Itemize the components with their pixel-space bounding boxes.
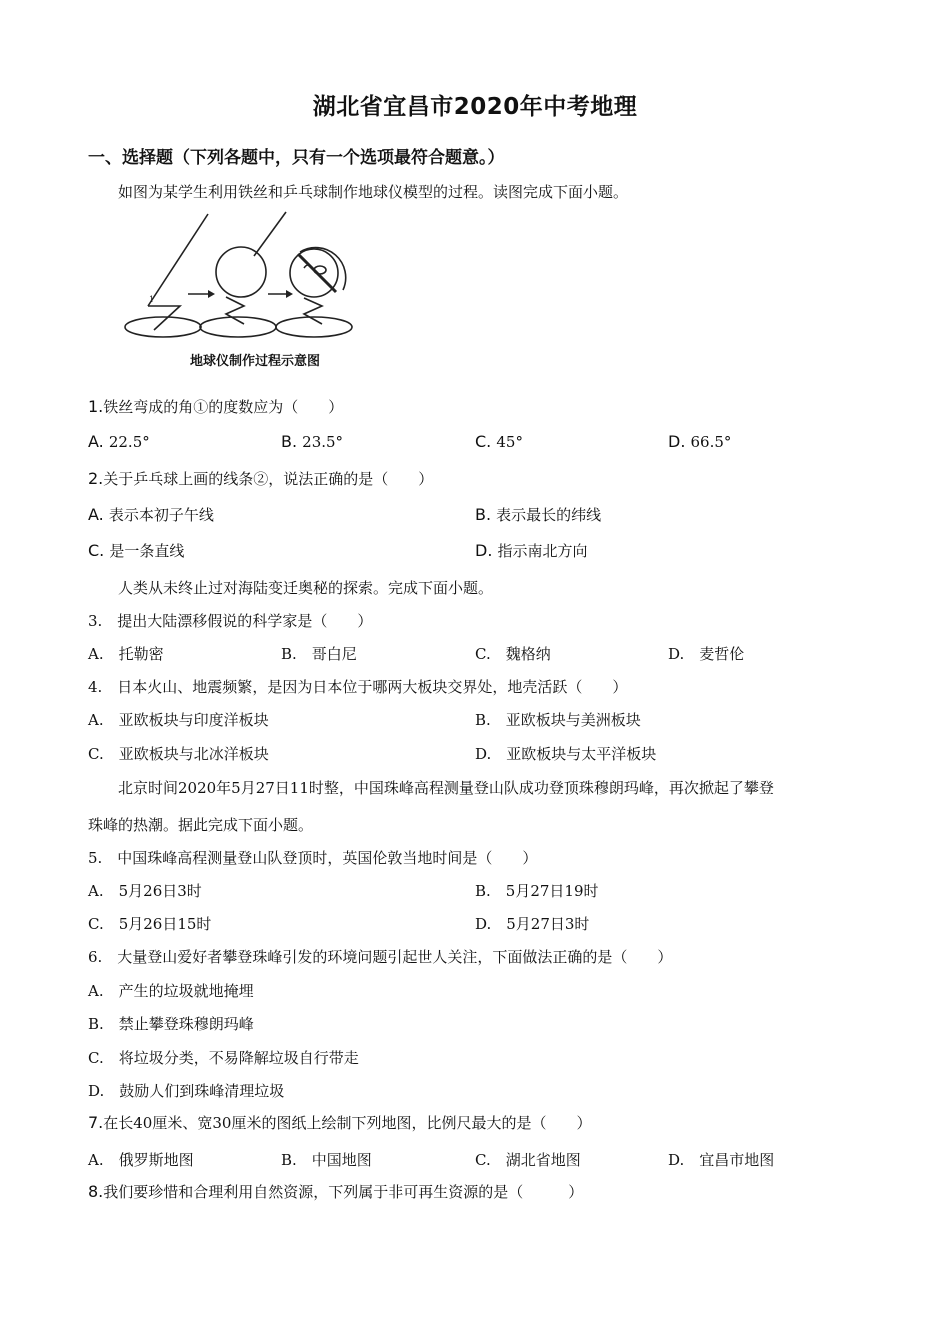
question-8 (88, 1181, 583, 1202)
q3-option-a: A. 托勒密 (88, 645, 164, 663)
option-label: C. (88, 541, 105, 560)
option-text: 23.5° (302, 433, 344, 451)
option-text: 表示最长的纬线 (496, 506, 602, 524)
option-label: D. (475, 541, 493, 560)
globe-making-figure (118, 210, 363, 372)
q7-option-a: A. 俄罗斯地图 (88, 1151, 194, 1169)
q7-option-d: D. 宜昌市地图 (668, 1151, 775, 1169)
option-text: 指示南北方向 (497, 542, 588, 560)
option-label: A. (88, 505, 104, 524)
q1-option-a (88, 432, 150, 451)
question-7 (88, 1112, 591, 1133)
option-label: C. (475, 432, 492, 451)
q2-option-d (475, 540, 588, 561)
question-1 (88, 396, 343, 417)
section-heading: 一、选择题（下列各题中，只有一个选项最符合题意。） (88, 148, 505, 168)
question-number: 2. (88, 469, 104, 488)
q4-option-d: D. 亚欧板块与太平洋板块 (475, 745, 657, 763)
q6-option-b: B. 禁止攀登珠穆朗玛峰 (88, 1015, 254, 1033)
question-3: 3. 提出大陆漂移假说的科学家是（ ） (88, 612, 373, 630)
q5-option-b: B. 5月27日19时 (475, 882, 599, 900)
question-text: 我们要珍惜和合理利用自然资源，下列属于非可再生资源的是（ ） (103, 1183, 584, 1201)
q6-option-a: A. 产生的垃圾就地掩埋 (88, 982, 254, 1000)
question-5: 5. 中国珠峰高程测量登山队登顶时，英国伦敦当地时间是（ ） (88, 849, 538, 867)
option-text: 22.5° (108, 433, 150, 451)
svg-text:1: 1 (149, 295, 155, 304)
option-label: A. (88, 432, 104, 451)
q5-option-d: D. 5月27日3时 (475, 915, 590, 933)
q6-option-c: C. 将垃圾分类，不易降解垃圾自行带走 (88, 1049, 359, 1067)
q2-option-c (88, 540, 184, 561)
q1-option-c (475, 432, 523, 451)
option-text: 表示本初子午线 (108, 506, 214, 524)
q3-option-b: B. 哥白尼 (281, 645, 357, 663)
figure-caption: 地球仪制作过程示意图 (190, 354, 321, 369)
question-text: 关于乒乓球上画的线条②，说法正确的是（ ） (103, 470, 434, 488)
option-label: B. (475, 505, 492, 524)
q4-option-c: C. 亚欧板块与北冰洋板块 (88, 745, 269, 763)
q4-option-b: B. 亚欧板块与美洲板块 (475, 711, 641, 729)
question-number: 8. (88, 1182, 104, 1201)
option-text: 45° (496, 433, 523, 451)
intro-text-3-line-2: 珠峰的热潮。据此完成下面小题。 (88, 816, 314, 834)
q2-option-a (88, 504, 214, 525)
q7-option-b: B. 中国地图 (281, 1151, 372, 1169)
question-6: 6. 大量登山爱好者攀登珠峰引发的环境问题引起世人关注，下面做法正确的是（ ） (88, 948, 673, 966)
q7-option-c: C. 湖北省地图 (475, 1151, 581, 1169)
question-text: 铁丝弯成的角①的度数应为（ ） (103, 398, 344, 416)
q3-option-c: C. 魏格纳 (475, 645, 551, 663)
q1-option-b (281, 432, 343, 451)
option-text: 是一条直线 (109, 542, 185, 560)
q3-option-d: D. 麦哲伦 (668, 645, 745, 663)
q5-option-a: A. 5月26日3时 (88, 882, 202, 900)
question-number: 1. (88, 397, 104, 416)
question-2 (88, 468, 433, 489)
intro-text-1: 如图为某学生利用铁丝和乒乓球制作地球仪模型的过程。读图完成下面小题。 (118, 183, 629, 201)
option-label: D. (668, 432, 686, 451)
option-label: B. (281, 432, 298, 451)
question-text: 在长40厘米、宽30厘米的图纸上绘制下列地图，比例尺最大的是（ ） (103, 1114, 592, 1132)
q6-option-d: D. 鼓励人们到珠峰清理垃圾 (88, 1082, 285, 1100)
question-4: 4. 日本火山、地震频繁，是因为日本位于哪两大板块交界处，地壳活跃（ ） (88, 678, 628, 696)
q5-option-c: C. 5月26日15时 (88, 915, 212, 933)
page-title: 湖北省宜昌市2020年中考地理 (312, 94, 638, 120)
q2-option-b (475, 504, 601, 525)
question-number: 7. (88, 1113, 104, 1132)
q1-option-d (668, 432, 731, 451)
intro-text-2: 人类从未终止过对海陆变迁奥秘的探索。完成下面小题。 (118, 579, 494, 597)
intro-text-3-line-1: 北京时间2020年5月27日11时整，中国珠峰高程测量登山队成功登顶珠穆朗玛峰，再次掀起了攀登 (118, 779, 774, 797)
option-text: 66.5° (690, 433, 732, 451)
q4-option-a: A. 亚欧板块与印度洋板块 (88, 711, 269, 729)
